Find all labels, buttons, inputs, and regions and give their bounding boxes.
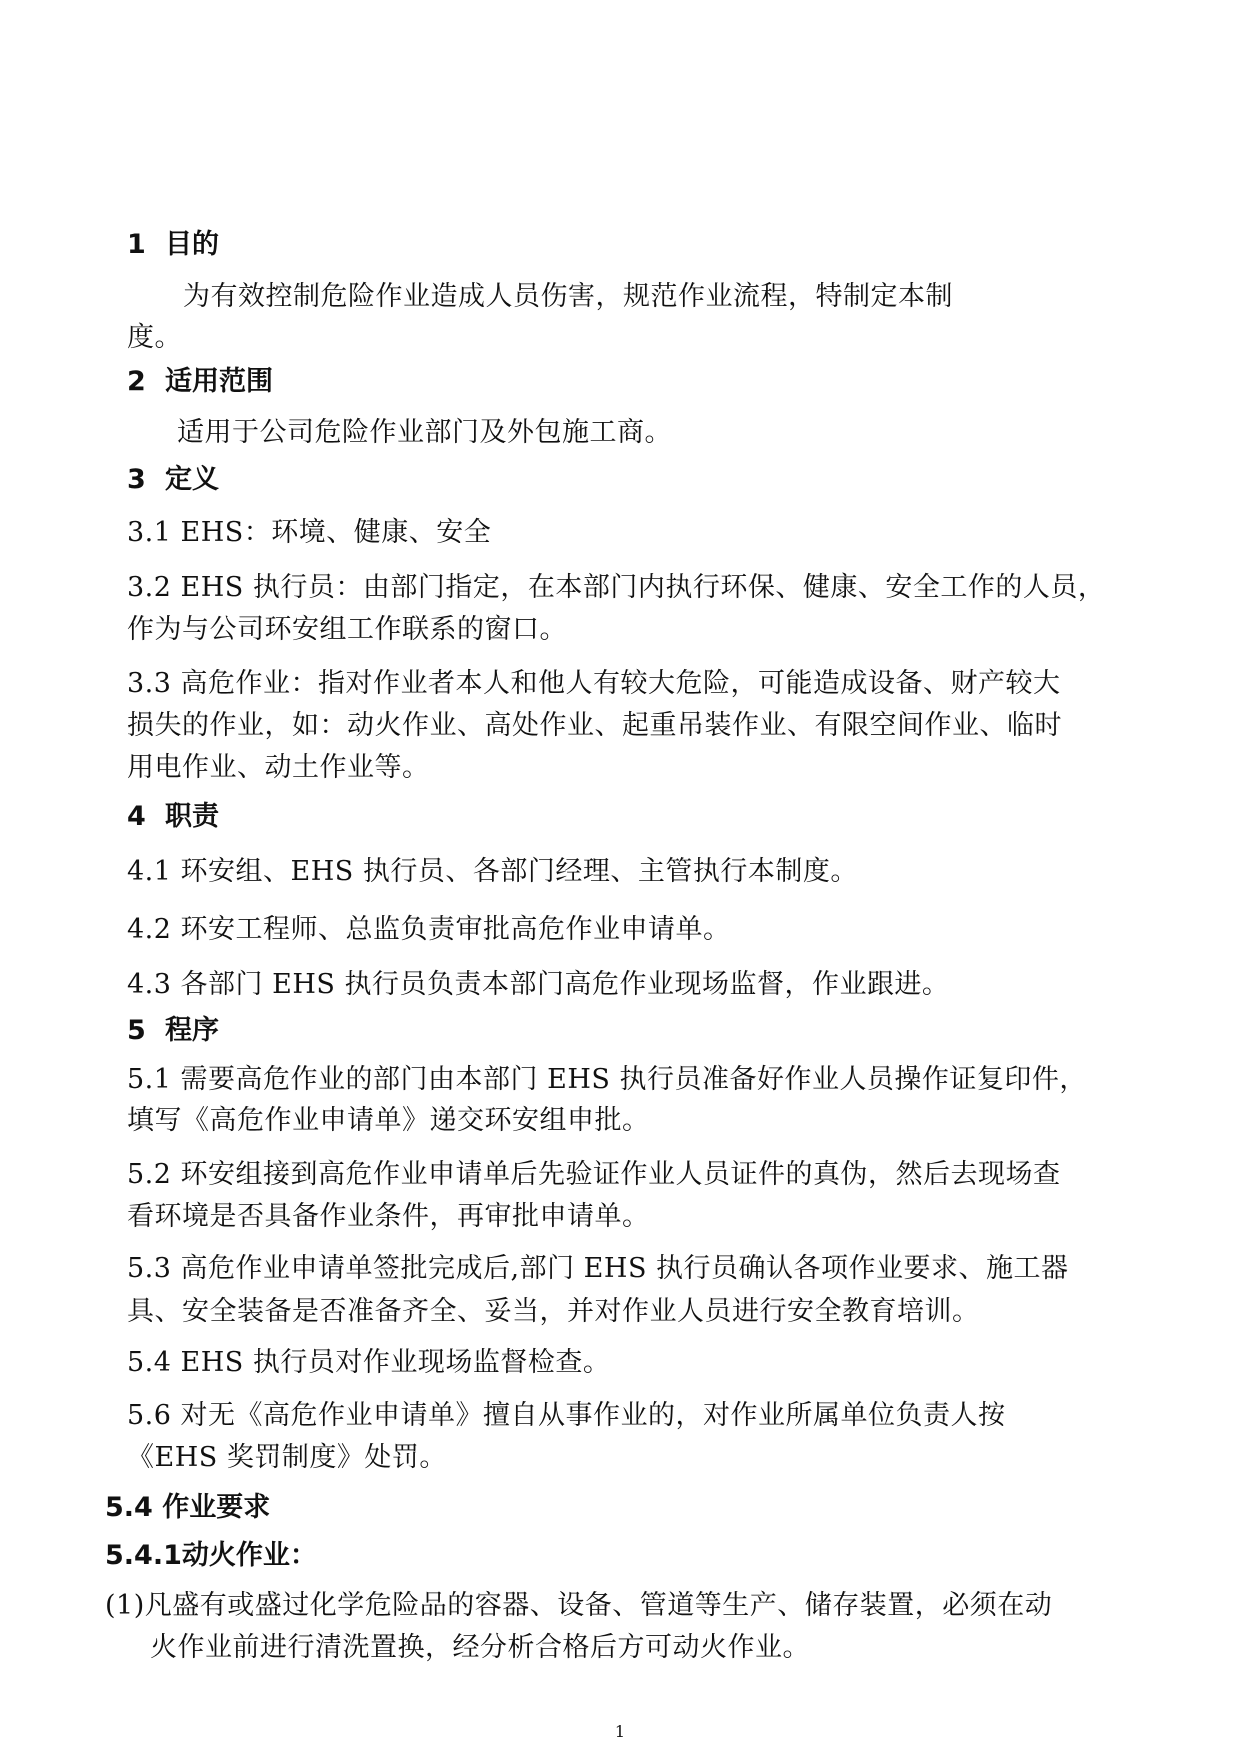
definition-item-cont: 作为与公司环安组工作联系的窗口。 [127,614,567,645]
section-heading-3 [127,460,219,500]
paragraph-line: 度。 [127,322,182,353]
section-heading-1 [127,225,219,265]
procedure-item: 5.2 环安组接到高危作业申请单后先验证作业人员证件的真伪，然后去现场查 [127,1159,1061,1190]
requirement-line-cont: 火作业前进行清洗置换，经分析合格后方可动火作业。 [150,1632,810,1663]
definition-item: 3.3 高危作业：指对作业者本人和他人有较大危险，可能造成设备、财产较大 [127,668,1061,699]
procedure-item-cont: 《EHS 奖罚制度》处罚。 [127,1442,447,1473]
section-heading-2 [127,362,273,402]
subsection-heading-541: 5.4.1动火作业： [105,1540,317,1571]
section-title: 适用范围 [165,366,273,397]
procedure-item-cont: 填写《高危作业申请单》递交环安组申批。 [127,1105,650,1136]
procedure-item: 5.1 需要高危作业的部门由本部门 EHS 执行员准备好作业人员操作证复印件， [127,1064,1087,1095]
responsibility-item: 4.3 各部门 EHS 执行员负责本部门高危作业现场监督，作业跟进。 [127,969,950,1000]
procedure-item: 5.3 高危作业申请单签批完成后,部门 EHS 执行员确认各项作业要求、施工器 [127,1253,1069,1284]
procedure-item-cont: 看环境是否具备作业条件，再审批申请单。 [127,1201,650,1232]
section-title: 定义 [165,464,219,495]
responsibility-item: 4.2 环安工程师、总监负责审批高危作业申请单。 [127,914,731,945]
definition-item-cont: 损失的作业，如：动火作业、高处作业、起重吊装作业、有限空间作业、临时 [127,710,1062,741]
definition-item: 3.1 EHS：环境、健康、安全 [127,517,492,548]
requirement-line: (1)凡盛有或盛过化学危险品的容器、设备、管道等生产、储存装置，必须在动 [105,1590,1053,1621]
section-number: 3 [127,464,146,495]
subsection-heading: 5.4 作业要求 [105,1492,271,1523]
paragraph-line: 为有效控制危险作业造成人员伤害，规范作业流程，特制定本制 [183,281,953,312]
section-number: 1 [127,229,146,260]
section-heading-5 [127,1011,219,1051]
section-heading-4 [127,797,219,837]
page-number: 1 [614,1722,626,1741]
paragraph-line: 适用于公司危险作业部门及外包施工商。 [177,417,672,448]
section-title: 职责 [165,801,219,832]
definition-item-cont: 用电作业、动土作业等。 [127,752,430,783]
definition-item: 3.2 EHS 执行员：由部门指定，在本部门内执行环保、健康、安全工作的人员， [127,572,1106,603]
section-number: 4 [127,801,146,832]
procedure-item: 5.6 对无《高危作业申请单》擅自从事作业的，对作业所属单位负责人按 [127,1400,1006,1431]
section-title: 目的 [165,229,219,260]
procedure-item-cont: 具、安全装备是否准备齐全、妥当，并对作业人员进行安全教育培训。 [127,1296,980,1327]
procedure-item: 5.4 EHS 执行员对作业现场监督检查。 [127,1347,611,1378]
responsibility-item: 4.1 环安组、EHS 执行员、各部门经理、主管执行本制度。 [127,856,858,887]
section-number: 5 [127,1015,146,1046]
section-title: 程序 [165,1015,219,1046]
section-number: 2 [127,366,146,397]
